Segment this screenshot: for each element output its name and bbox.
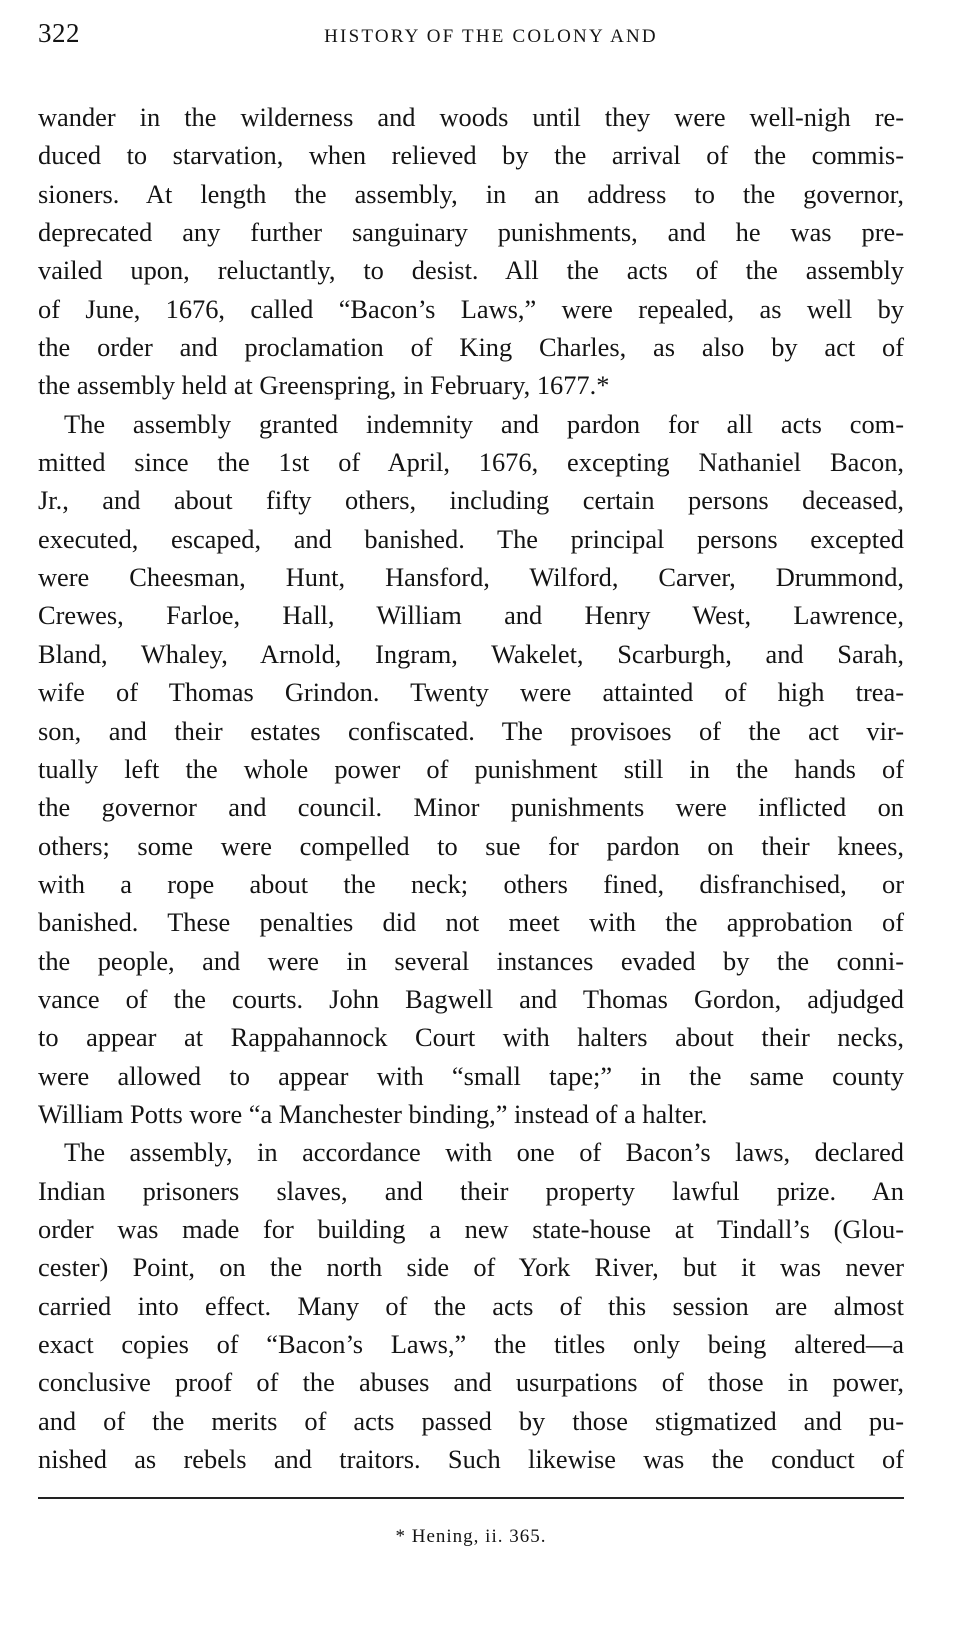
running-head [38, 18, 904, 58]
text-line: the order and proclamation of King Charles, as also by act of [38, 332, 904, 363]
text-line: Jr., and about fifty others, including certain persons deceased, [38, 485, 904, 516]
text-line: others; some were compelled to sue for pardon on their knees, [38, 830, 904, 861]
text-line: vance of the courts. John Bagwell and Thomas Gordon, adjudged [38, 983, 904, 1014]
text-line: Bland, Whaley, Arnold, Ingram, Wakelet, Scarburgh, and Sarah, [38, 638, 904, 669]
text-line: cester) Point, on the north side of York River, but it was never [38, 1252, 904, 1283]
text-line: William Potts wore “a Manchester binding,” instead of a halter. [38, 1098, 708, 1129]
text-line: son, and their estates confiscated. The provisoes of the act vir- [38, 715, 904, 746]
text-line: of June, 1676, called “Bacon’s Laws,” were repealed, as well by [38, 293, 904, 324]
text-line: tually left the whole power of punishment still in the hands of [38, 753, 904, 784]
paragraph [38, 1133, 904, 1478]
running-title: HISTORY OF THE COLONY AND [324, 26, 658, 47]
paragraph [38, 405, 904, 1134]
page-number: 322 [38, 18, 80, 48]
text-line: vailed upon, reluctantly, to desist. All the acts of the assembly [38, 255, 904, 286]
footnote-divider [38, 1497, 904, 1499]
text-line: mitted since the 1st of April, 1676, excepting Nathaniel Bacon, [38, 447, 904, 478]
body-text [38, 98, 904, 1478]
text-line: conclusive proof of the abuses and usurpations of those in power, [38, 1367, 904, 1398]
book-page [38, 18, 904, 1618]
text-line: The assembly granted indemnity and pardon for all acts com- [64, 408, 904, 439]
text-line: were Cheesman, Hunt, Hansford, Wilford, Carver, Drummond, [38, 562, 904, 593]
text-line: to appear at Rappahannock Court with halters about their necks, [38, 1022, 904, 1053]
text-line: wife of Thomas Grindon. Twenty were attainted of high trea- [38, 677, 904, 708]
text-line: The assembly, in accordance with one of Bacon’s laws, declared [64, 1137, 904, 1168]
text-line: sioners. At length the assembly, in an address to the governor, [38, 178, 904, 209]
footnote: * Hening, ii. 365. [395, 1526, 547, 1547]
text-line: deprecated any further sanguinary punishments, and he was pre- [38, 217, 904, 248]
text-line: the people, and were in several instances evaded by the conni- [38, 945, 904, 976]
text-line: and of the merits of acts passed by those stigmatized and pu- [38, 1405, 904, 1436]
text-line: nished as rebels and traitors. Such likewise was the conduct of [38, 1444, 904, 1475]
text-line: Indian prisoners slaves, and their property lawful prize. An [38, 1175, 904, 1206]
text-line: duced to starvation, when relieved by the arrival of the commis- [38, 140, 904, 171]
text-line: carried into effect. Many of the acts of this session are almost [38, 1290, 904, 1321]
text-line: with a rope about the neck; others fined, disfranchised, or [38, 868, 904, 899]
text-line: banished. These penalties did not meet with the approbation of [38, 907, 904, 938]
text-line: wander in the wilderness and woods until they were well-nigh re- [38, 102, 904, 132]
text-line: the governor and council. Minor punishments were inflicted on [38, 792, 904, 823]
text-line: the assembly held at Greenspring, in February, 1677.* [38, 370, 610, 401]
text-line: Crewes, Farloe, Hall, William and Henry West, Lawrence, [38, 600, 904, 631]
text-line: executed, escaped, and banished. The principal persons excepted [38, 523, 904, 554]
text-line: exact copies of “Bacon’s Laws,” the titles only being altered—a [38, 1329, 904, 1359]
text-line: were allowed to appear with “small tape;” in the same county [38, 1060, 904, 1091]
paragraph [38, 98, 904, 405]
text-line: order was made for building a new state-house at Tindall’s (Glou- [38, 1213, 904, 1244]
